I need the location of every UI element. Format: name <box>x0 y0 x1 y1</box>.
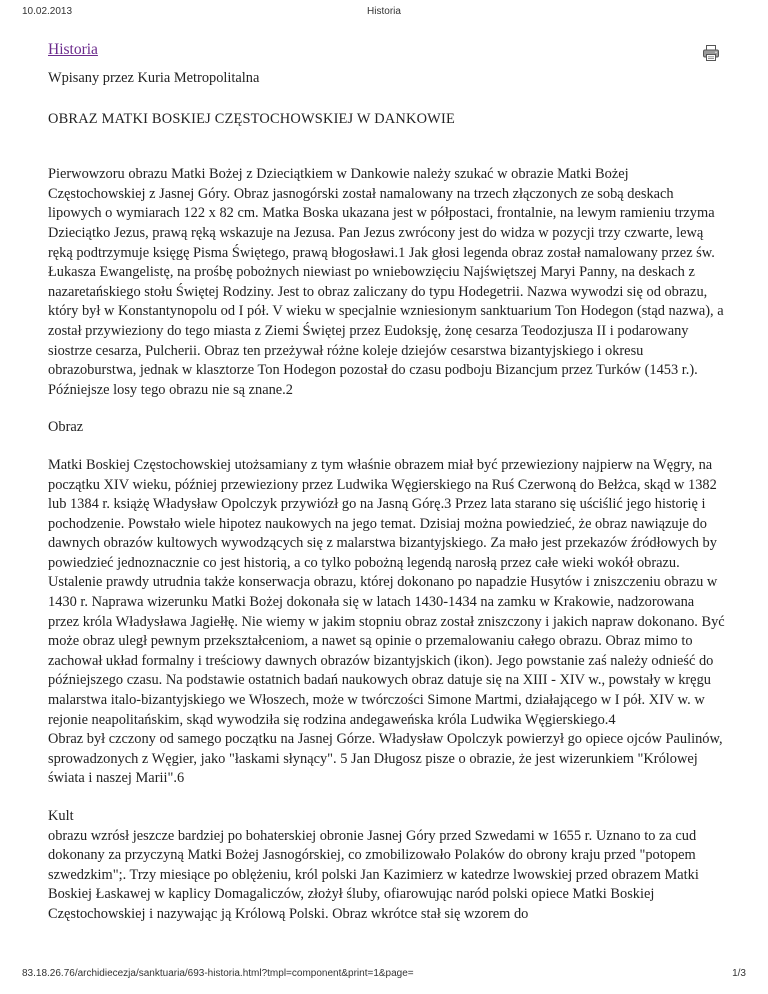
print-header <box>0 6 768 20</box>
article-content <box>48 40 728 925</box>
section-label-obraz: Obraz <box>48 419 84 436</box>
print-date: 10.02.2013 <box>22 6 73 17</box>
print-footer <box>0 968 768 982</box>
print-page-title: Historia <box>367 6 401 17</box>
paragraph-3: Obraz był czczony od samego początku na Jasnej Górze. Władysław Opolczyk powierzył go opiece ojców Paulinów, sprowadzonych z Węgier, jako "łaskami słynący". 5 Jan Długosz pisze o obrazie, że jest wizerunkiem "Królowej świata i naszej Marii".6 <box>48 731 723 787</box>
section-label-kult: Kult <box>48 808 74 824</box>
paragraph-1: Pierwowzoru obrazu Matki Bożej z Dzieciątkiem w Dankowie należy szukać w obrazie Matki Bożej Częstochowskiej z Jasnej Góry. Obraz jasnogórski został namalowany na trzech złączonych ze sobą deskach lipowych o wymiarach 122 x 82 cm. Matka Boska ukazana jest w półpostaci, frontalnie, na lewym ramieniu trzyma Dzieciątko Jezus, prawą ręką wskazuje na Jezusa. Pan Jezus zwrócony jest do widza w pozycji trzy czwarte, lewą ręką podtrzymuje księgę Pisma Świętego, prawą błogosławi.1 Jak głosi legenda obraz został namalowany przez św. Łukasza Ewangelistę, na prośbę pobożnych niewiast po wniebowzięciu Najświętszej Maryi Panny, na deskach z nazaretańskiego stołu Świętej Rodziny. Jest to obraz zaliczany do typu Hodegetrii. Nazwa wywodzi się od obrazu, który był w Konstantynopolu od I pół. V wieku w specjalnie wzniesionym sanktuarium Ton Hodegon (stąd nazwa), a został przywieziony do tego miasta z Ziemi Świętej przez Eudoksję, żonę cesarza Teodozjusza II i podarowany siostrze cesarza, Pulcherii. Obraz ten przeżywał różne koleje dziejów cesarstwa bizantyjskiego i okresu obrazoburstwa, jednak w klasztorze Ton Hodegon pozostał do czasu podboju Bizancjum przez Turków (1453 r.). Późniejsze losy tego obrazu nie są znane.2 <box>48 166 724 398</box>
paragraph-2: Matki Boskiej Częstochowskiej utożsamiany z tym właśnie obrazem miał być przewieziony najpierw na Węgry, na początku XIV wieku, później przewieziony przez Ludwika Węgierskiego na Ruś Czerwoną do Bełżca, skąd w 1382 lub 1384 r. książę Władysław Opolczyk przywiózł go na Jasną Górę.3 Przez lata starano się uściślić jego historię i pochodzenie. Powstało wiele hipotez naukowych na jego temat. Dzisiaj można powiedzieć, że obraz nawiązuje do dawnych obrazów kultowych wywodzących się z malarstwa bizantyjskiego. Za mało jest przekazów źródłowych by powiedzieć jednoznacznie co jest historią, a co tylko pobożną legendą narosłą przez całe wieki wokół obrazu. Ustalenie prawdy utrudnia także konserwacja obrazu, której dokonano po napadzie Husytów i zniszczeniu obrazu w 1430 r. Naprawa wizerunku Matki Bożej dokonała się w latach 1430-1434 na zamku w Krakowie, nadzorowana przez króla Władysława Jagiełłę. Nie wiemy w jakim stopniu obraz został zniszczony i jakich napraw dokonano. Być może obraz uległ pewnym przekształceniom, a nawet są opinie o przemalowaniu całego obrazu. Obraz mimo to zachował układ formalny i treściowy dawnych obrazów bizantyjskich (ikon). Jego powstanie zaś należy odnieść do późniejszego czasu. Na podstawie ostatnich badań naukowych obraz datuje się na XIII - XIV w., powstały w kręgu malarstwa italo-bizantyjskiego we Włoszech, może w twórczości Simone Martmi, działającego w I pół. XIV w. w rejonie neapolitańskim, skąd wywodziła się rodzina andegaweńska króla Ludwika Węgierskiego.4 <box>48 456 725 728</box>
print-url: 83.18.26.76/archidiecezja/sanktuaria/693-historia.html?tmpl=component&print=1&page= <box>22 968 414 979</box>
author-line: Wpisany przez Kuria Metropolitalna <box>48 70 260 86</box>
article-headline: OBRAZ MATKI BOSKIEJ CZĘSTOCHOWSKIEJ W DANKOWIE <box>48 110 455 127</box>
print-page-number: 1/3 <box>732 968 746 979</box>
paragraph-4: obrazu wzrósł jeszcze bardziej po bohaterskiej obronie Jasnej Góry przed Szwedami w 1655 r. Uznano to za cud dokonany za przyczyną Matki Bożej Jasnogórskiej, co zmobilizowało Polaków do obrony kraju przed "potopem szwedzkim";. Trzy miesiące po oblężeniu, król polski Jan Kazimierz w katedrze lwowskiej przed obrazem Matki Boskiej Łaskawej w kaplicy Domagaliczów, złożył śluby, ofiarowując naród polski opiece Matki Boskiej Częstochowskiej i nazywając ją Królową Polski. Obraz wkrótce stał się wzorem do <box>48 827 699 922</box>
article-title-link[interactable]: Historia <box>48 41 98 58</box>
